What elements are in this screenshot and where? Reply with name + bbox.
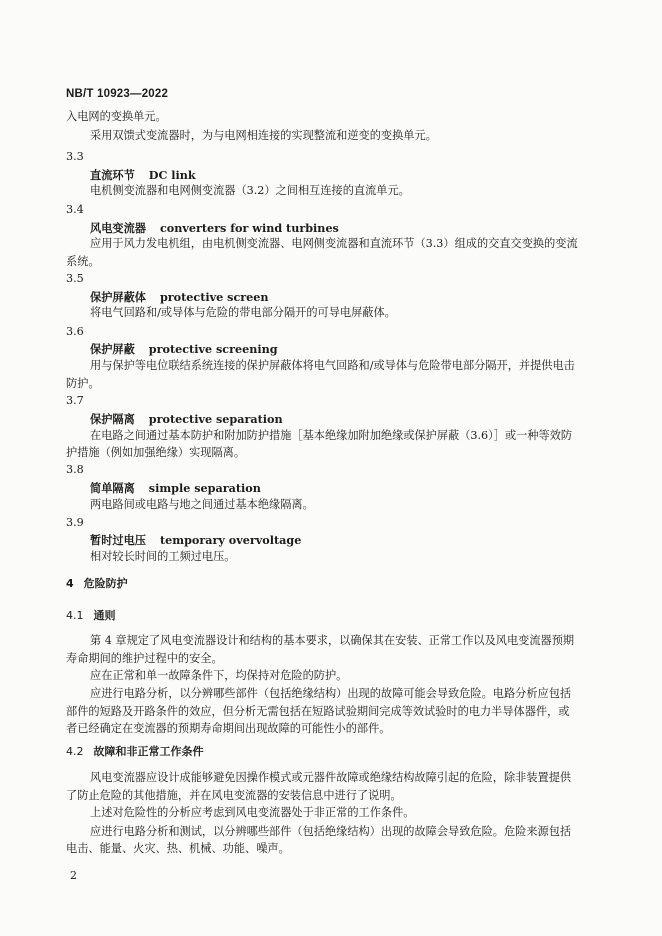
continued-text: 入电网的变换单元。: [66, 110, 167, 123]
subsection-heading: [66, 745, 204, 759]
clause-number: 3.6: [66, 325, 84, 338]
subsection-number: 4.2: [66, 745, 84, 758]
term-title: [90, 481, 261, 495]
term-cn: 暂时过电压: [90, 533, 146, 547]
term-cn: 保护屏蔽: [90, 342, 135, 356]
clause-number: 3.8: [66, 463, 84, 476]
clause-number: 3.9: [66, 516, 84, 529]
term-en: converters for wind turbines: [159, 221, 339, 235]
paragraph: 上述对危险性的分析应考虑到风电变流器处于非正常的工作条件。: [90, 806, 415, 819]
term-en: DC link: [148, 168, 196, 182]
paragraph-cont: 部件的短路及开路条件的效应，但分析无需包括在短路试验期间完成等效试验时的电力半导体器件，或: [66, 705, 570, 718]
paragraph-cont: 者已经确定在变流器的预期寿命期间出现故障的可能性小的部件。: [66, 722, 391, 735]
term-en: protective separation: [148, 412, 283, 426]
term-definition: 应用于风力发电机组，由电机侧变流器、电网侧变流器和直流环节（3.3）组成的交直交变换的变流: [90, 237, 578, 250]
term-cn: 直流环节: [90, 168, 135, 182]
term-cn: 保护隔离: [90, 412, 135, 426]
term-en: temporary overvoltage: [159, 533, 302, 547]
standard-number: NB/T 10923—2022: [66, 88, 169, 100]
term-cn: 保护屏蔽体: [90, 290, 146, 304]
term-en: protective screen: [159, 290, 269, 304]
paragraph: 采用双馈式变流器时，为与电网相连接的实现整流和逆变的变换单元。: [90, 129, 437, 142]
paragraph-cont: 了防止危险的其他措施，并在风电变流器的安装信息中进行了说明。: [66, 789, 402, 802]
term-definition: 将电气回路和/或导体与危险的带电部分隔开的可导电屏蔽体。: [90, 306, 396, 319]
subsection-heading: [66, 609, 116, 623]
paragraph: 应进行电路分析和测试，以分辨哪些部件（包括绝缘结构）出现的故障会导致危险。危险来源包括: [90, 825, 572, 838]
term-definition: 在电路之间通过基本防护和附加防护措施［基本绝缘加附加绝缘或保护屏蔽（3.6）］或一种等效防: [90, 429, 573, 442]
subsection-number: 4.1: [66, 609, 84, 622]
term-en: protective screening: [148, 342, 278, 356]
term-title: [90, 342, 278, 356]
term-definition: 电机侧变流器和电网侧变流器（3.2）之间相互连接的直流单元。: [90, 184, 410, 197]
section-title: 危险防护: [83, 577, 128, 590]
paragraph: 风电变流器应设计成能够避免因操作模式或元器件故障或绝缘结构故障引起的危险，除非装置提供: [90, 771, 572, 784]
term-title: [90, 533, 301, 547]
paragraph-cont: 寿命期间的维护过程中的安全。: [66, 652, 223, 665]
section-heading: [66, 577, 128, 591]
paragraph: 第 4 章规定了风电变流器设计和结构的基本要求，以确保其在安装、正常工作以及风电变流器预期: [90, 634, 575, 647]
term-title: [90, 412, 283, 426]
term-definition: 用与保护等电位联结系统连接的保护屏蔽体将电气回路和/或导体与危险带电部分隔开，并提供电击: [90, 359, 575, 372]
subsection-title: 故障和非正常工作条件: [93, 745, 204, 758]
paragraph-cont: 电击、能量、火灾、热、机械、功能、噪声。: [66, 842, 290, 855]
page-number: 2: [70, 869, 77, 882]
paragraph: 应进行电路分析，以分辨哪些部件（包括绝缘结构）出现的故障可能会导致危险。电路分析应包括: [90, 687, 572, 700]
term-title: [90, 290, 269, 304]
term-en: simple separation: [148, 481, 261, 495]
term-definition-cont: 系统。: [66, 255, 100, 268]
term-title: [90, 168, 196, 182]
term-title: [90, 221, 339, 235]
term-definition-cont: 护措施（例如加强绝缘）实现隔离。: [66, 446, 246, 459]
subsection-title: 通则: [93, 609, 116, 622]
term-cn: 风电变流器: [90, 221, 146, 235]
term-definition: 相对较长时间的工频过电压。: [90, 550, 236, 563]
clause-number: 3.7: [66, 394, 84, 407]
paragraph: 应在正常和单一故障条件下，均保持对危险的防护。: [90, 669, 348, 682]
term-definition: 两电路间或电路与地之间通过基本绝缘隔离。: [90, 498, 314, 511]
clause-number: 3.4: [66, 203, 84, 216]
term-definition-cont: 防护。: [66, 377, 100, 390]
clause-number: 3.5: [66, 272, 84, 285]
section-number: 4: [66, 577, 74, 590]
term-cn: 简单隔离: [90, 481, 135, 495]
clause-number: 3.3: [66, 150, 84, 163]
